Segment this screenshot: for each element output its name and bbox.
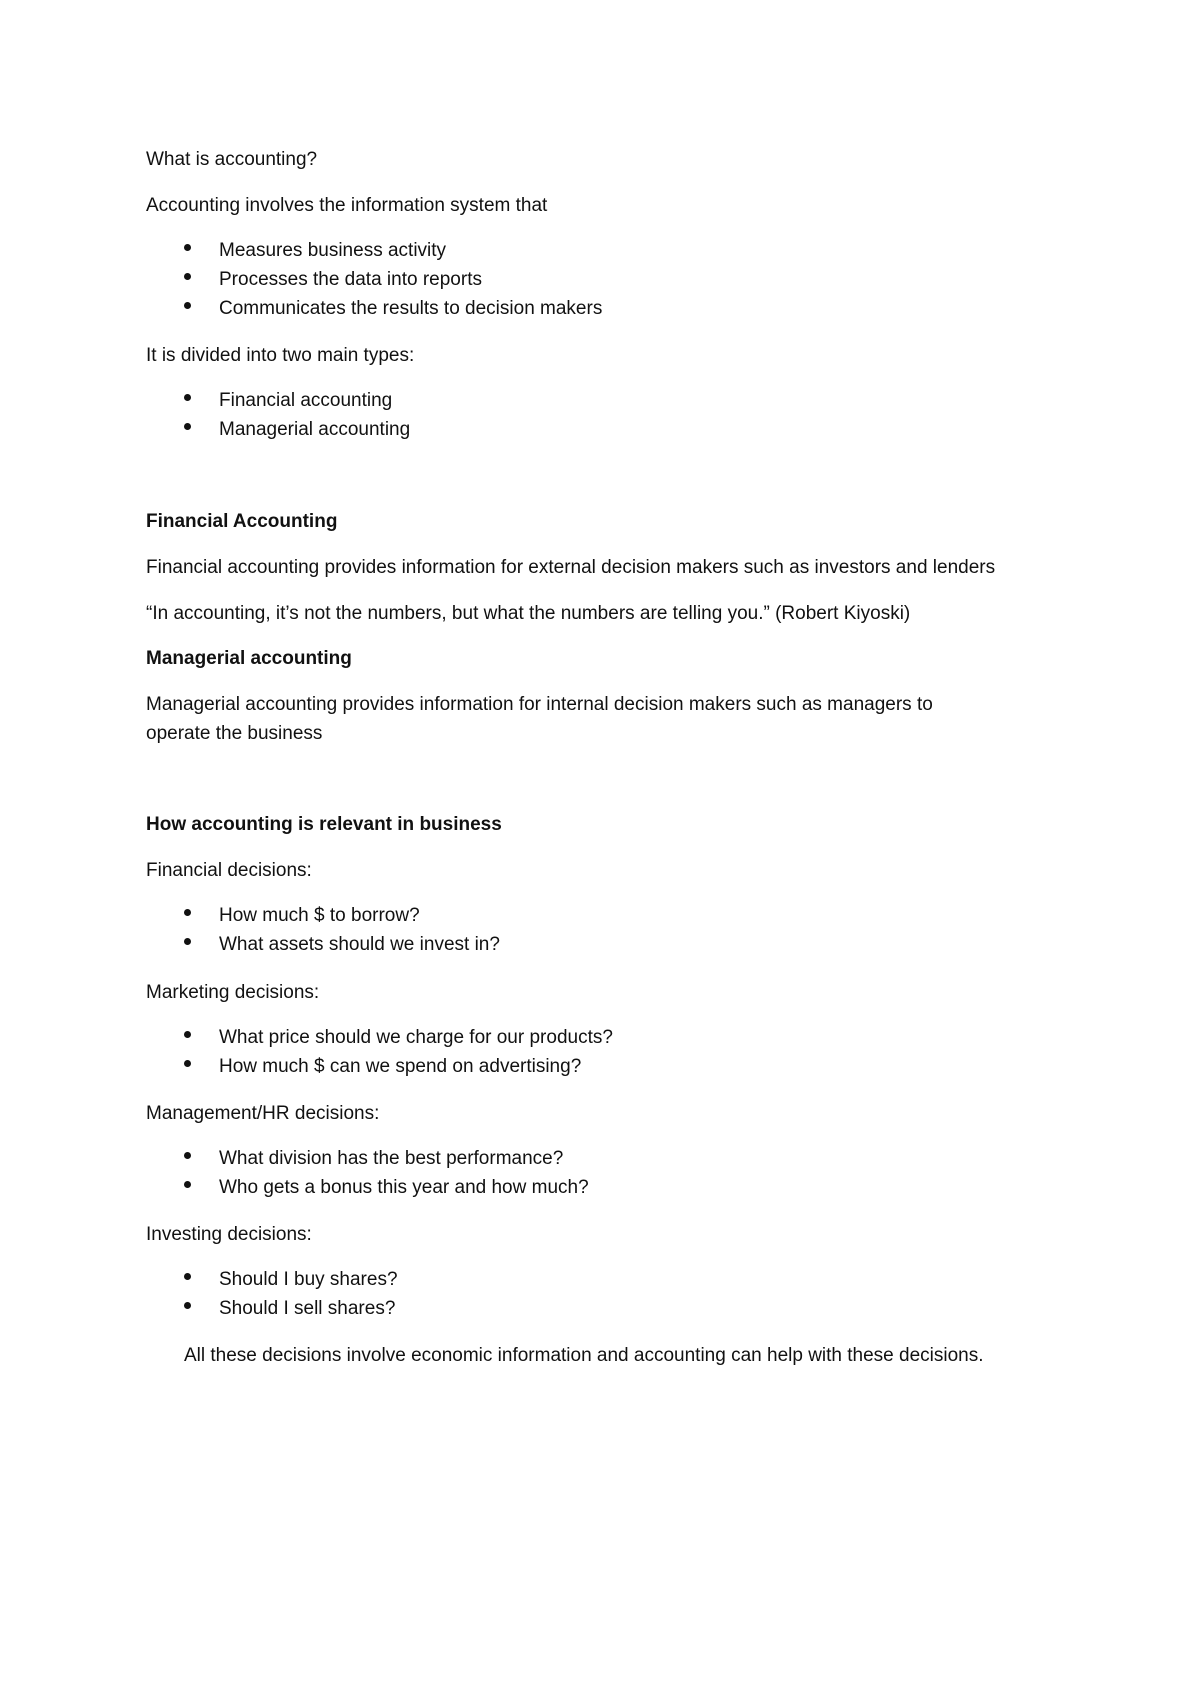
bullet-dot bbox=[184, 1152, 191, 1159]
relevance-heading: How accounting is relevant in business bbox=[146, 814, 502, 835]
financial-decisions-bullet-1: How much $ to borrow? bbox=[219, 905, 420, 926]
intro-text: Accounting involves the information system that bbox=[146, 195, 548, 216]
management-decisions-bullet-2: Who gets a bonus this year and how much? bbox=[219, 1177, 589, 1198]
bullet-dot bbox=[184, 1060, 191, 1067]
investing-decisions-bullet-2: Should I sell shares? bbox=[219, 1298, 396, 1319]
investing-decisions-bullet-1: Should I buy shares? bbox=[219, 1269, 398, 1290]
managerial-heading: Managerial accounting bbox=[146, 648, 352, 669]
types-text: It is divided into two main types: bbox=[146, 345, 415, 366]
bullet-dot bbox=[184, 244, 191, 251]
bullet-dot bbox=[184, 394, 191, 401]
intro-bullet-3: Communicates the results to decision makers bbox=[219, 298, 603, 319]
bullet-dot bbox=[184, 302, 191, 309]
financial-heading: Financial Accounting bbox=[146, 511, 338, 532]
types-bullet-2: Managerial accounting bbox=[219, 419, 411, 440]
marketing-decisions-bullet-1: What price should we charge for our products? bbox=[219, 1027, 613, 1048]
bullet-dot bbox=[184, 273, 191, 280]
managerial-text-line2: operate the business bbox=[146, 723, 323, 744]
marketing-decisions-label: Marketing decisions: bbox=[146, 982, 320, 1003]
bullet-dot bbox=[184, 1031, 191, 1038]
intro-bullet-2: Processes the data into reports bbox=[219, 269, 482, 290]
bullet-dot bbox=[184, 1181, 191, 1188]
bullet-dot bbox=[184, 1302, 191, 1309]
types-bullet-1: Financial accounting bbox=[219, 390, 393, 411]
marketing-decisions-bullet-2: How much $ can we spend on advertising? bbox=[219, 1056, 582, 1077]
managerial-text-line1: Managerial accounting provides information for internal decision makers such as managers to bbox=[146, 694, 933, 715]
bullet-dot bbox=[184, 423, 191, 430]
intro-bullet-1: Measures business activity bbox=[219, 240, 447, 261]
management-decisions-label: Management/HR decisions: bbox=[146, 1103, 380, 1124]
management-decisions-bullet-1: What division has the best performance? bbox=[219, 1148, 564, 1169]
financial-text: Financial accounting provides information for external decision makers such as investors and lenders bbox=[146, 557, 996, 578]
intro-heading: What is accounting? bbox=[146, 149, 318, 170]
bullet-dot bbox=[184, 938, 191, 945]
financial-quote: “In accounting, it’s not the numbers, but what the numbers are telling you.” (Robert Kiyoski) bbox=[146, 603, 911, 624]
investing-decisions-label: Investing decisions: bbox=[146, 1224, 312, 1245]
conclusion-text: All these decisions involve economic information and accounting can help with these decisions. bbox=[184, 1345, 984, 1366]
financial-decisions-label: Financial decisions: bbox=[146, 860, 312, 881]
financial-decisions-bullet-2: What assets should we invest in? bbox=[219, 934, 500, 955]
bullet-dot bbox=[184, 1273, 191, 1280]
bullet-dot bbox=[184, 909, 191, 916]
